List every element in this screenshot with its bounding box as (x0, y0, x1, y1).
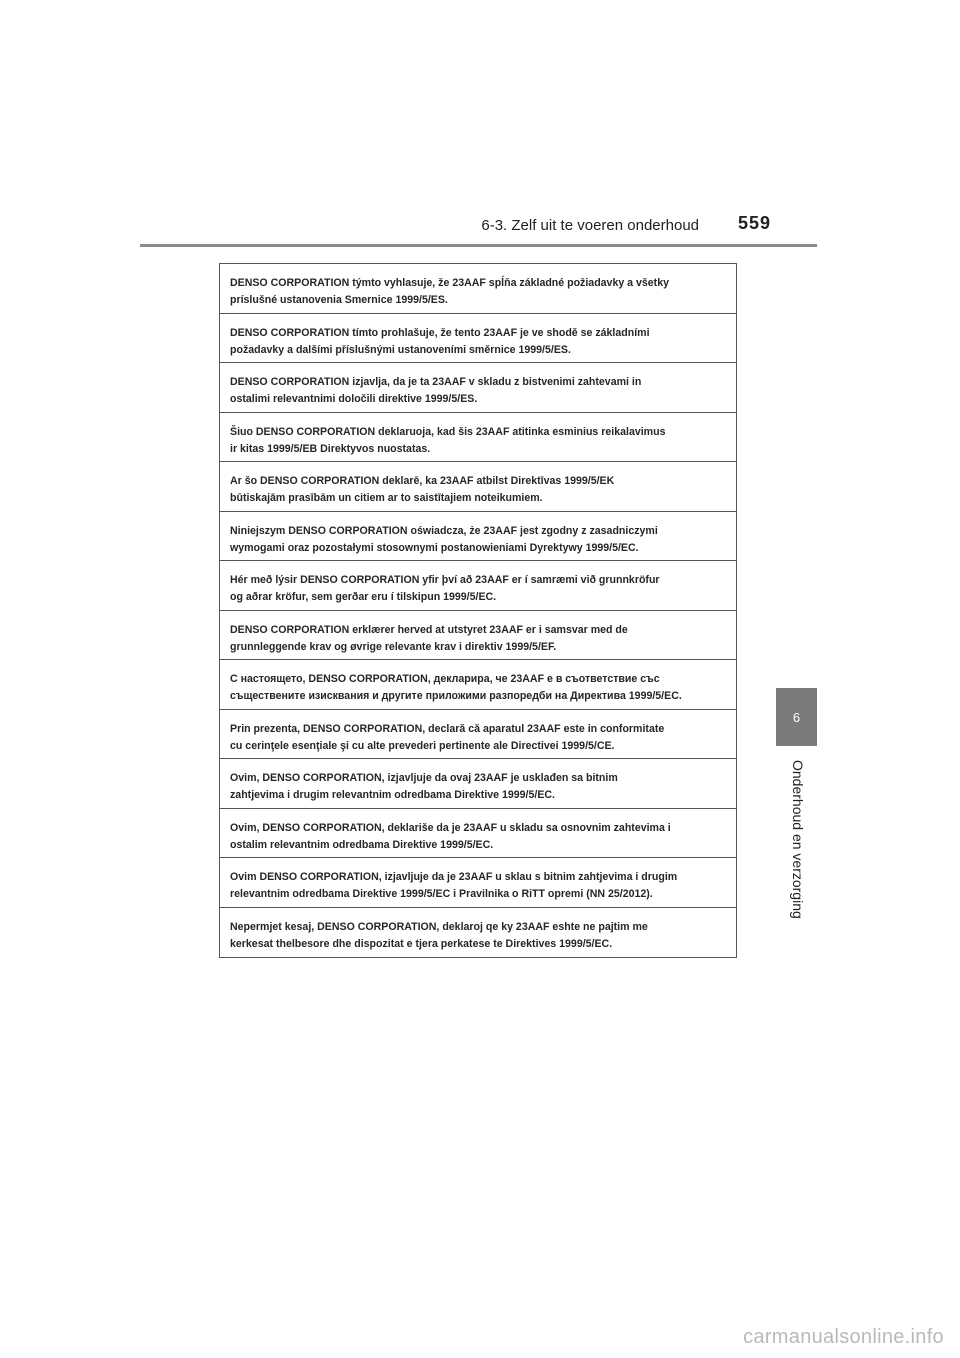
declaration-line: cu cerinţele esenţiale şi cu alte prevederi pertinente ale Directivei 1999/5/CE. (230, 739, 615, 752)
declaration-row (220, 314, 736, 364)
declaration-line: Šiuo DENSO CORPORATION deklaruoja, kad šis 23AAF atitinka esminius reikalavimus (230, 425, 666, 438)
chapter-title: Onderhoud en verzorging (790, 760, 806, 919)
declaration-row (220, 809, 736, 859)
declaration-line: съществените изисквания и другите приложими разпоредби на Директива 1999/5/EC. (230, 690, 682, 702)
page-number: 559 (737, 213, 771, 233)
declaration-line: ostalim relevantnim odredbama Direktive 1999/5/EC. (230, 838, 494, 851)
declaration-line: С настоящето, DENSO CORPORATION, декларира, че 23AAF е в съответствие със (230, 673, 660, 685)
declaration-line: Ar šo DENSO CORPORATION deklarē, ka 23AAF atbilst Direktīvas 1999/5/EK (230, 475, 615, 487)
watermark: carmanualsonline.info (743, 1326, 944, 1348)
declaration-line: Niniejszym DENSO CORPORATION oświadcza, że 23AAF jest zgodny z zasadniczymi (230, 524, 658, 537)
declaration-row (220, 908, 736, 958)
declaration-line: wymogami oraz pozostałymi stosownymi postanowieniami Dyrektywy 1999/5/EC. (230, 541, 639, 554)
declaration-line: būtiskajām prasībām un citiem ar to saistītajiem noteikumiem. (230, 492, 543, 504)
declaration-row (220, 561, 736, 611)
declaration-line: Prin prezenta, DENSO CORPORATION, declară că aparatul 23AAF este in conformitate (230, 722, 665, 735)
declaration-line: grunnleggende krav og øvrige relevante krav i direktiv 1999/5/EF. (230, 640, 557, 653)
declaration-row (220, 710, 736, 760)
declaration-row (220, 264, 736, 314)
declaration-line: ir kitas 1999/5/EB Direktyvos nuostatas. (230, 442, 431, 455)
declaration-line: požadavky a dalšími příslušnými ustanoveními směrnice 1999/5/ES. (230, 343, 571, 356)
declaration-line: Ovim, DENSO CORPORATION, izjavljuje da ovaj 23AAF je usklađen sa bitnim (230, 772, 618, 784)
chapter-number: 6 (792, 709, 801, 725)
declaration-table (219, 263, 737, 958)
section-title: 6-3. Zelf uit te voeren onderhoud (481, 217, 699, 234)
declaration-row (220, 759, 736, 809)
chapter-side-label (786, 760, 806, 920)
declaration-line: zahtjevima i drugim relevantnim odredbama Direktive 1999/5/EC. (230, 789, 555, 801)
declaration-line: DENSO CORPORATION týmto vyhlasuje, že 23AAF spĺňa základné požiadavky a všetky (230, 277, 669, 289)
declaration-line: DENSO CORPORATION erklærer herved at utstyret 23AAF er i samsvar med de (230, 623, 628, 636)
chapter-tab (776, 688, 817, 746)
declaration-line: príslušné ustanovenia Smernice 1999/5/ES. (230, 294, 448, 306)
declaration-line: ostalimi relevantnimi določili direktive 1999/5/ES. (230, 393, 478, 405)
declaration-line: DENSO CORPORATION tímto prohlašuje, že tento 23AAF je ve shodě se základními (230, 326, 650, 339)
declaration-row (220, 462, 736, 512)
declaration-row (220, 611, 736, 661)
declaration-line: Ovim DENSO CORPORATION, izjavljuje da je 23AAF u sklau s bitnim zahtjevima i drugim (230, 871, 678, 883)
declaration-line: relevantnim odredbama Direktive 1999/5/EC i Pravilnika o RiTT opremi (NN 25/2012). (230, 888, 653, 900)
declaration-line: kerkesat thelbesore dhe dispozitat e tjera perkatese te Direktives 1999/5/EC. (230, 937, 613, 950)
declaration-row (220, 363, 736, 413)
page-header (140, 214, 817, 247)
declaration-line: DENSO CORPORATION izjavlja, da je ta 23AAF v skladu z bistvenimi zahtevami in (230, 376, 642, 388)
declaration-row (220, 413, 736, 463)
declaration-row (220, 858, 736, 908)
declaration-line: Hér með lýsir DENSO CORPORATION yfir því að 23AAF er í samræmi við grunnkröfur (230, 574, 660, 586)
declaration-row (220, 512, 736, 562)
declaration-line: Nepermjet kesaj, DENSO CORPORATION, deklaroj qe ky 23AAF eshte ne pajtim me (230, 920, 648, 933)
declaration-row (220, 660, 736, 710)
declaration-line: Ovim, DENSO CORPORATION, deklariše da je 23AAF u skladu sa osnovnim zahtevima i (230, 821, 671, 834)
declaration-line: og aðrar kröfur, sem gerðar eru í tilskipun 1999/5/EC. (230, 591, 497, 603)
